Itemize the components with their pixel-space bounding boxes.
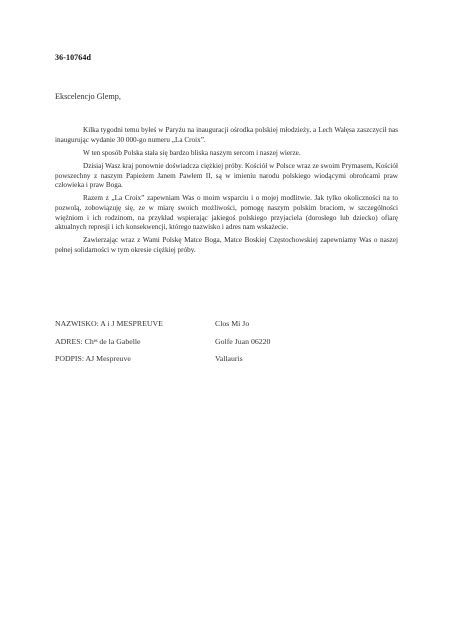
paragraph-1: Kilka tygodni temu byłeś w Paryżu na inauguracji ośrodka polskiej młodzieży, a Lech Wałęsa zaszczycił nas inaugurując wydanie 30 000-go numeru „La Croix”. — [55, 126, 398, 144]
name-label: NAZWISKO: A i J MESPREUVE — [55, 319, 163, 328]
signature-value: Vallauris — [215, 354, 243, 363]
letter-body — [55, 126, 398, 259]
signature-row-name — [55, 319, 250, 328]
paragraph-5: Zawierzając wraz z Wami Polskę Matce Boga, Matce Boskiej Częstochowskiej zapewniamy Was o naszej pełnej solidarności w tym okresie ciężkiej próby. — [55, 236, 398, 254]
salutation: Ekscelencjo Glemp, — [55, 92, 121, 101]
signature-row-address — [55, 337, 271, 346]
signature-label: PODPIS: AJ Mespreuve — [55, 354, 131, 363]
address-value: Golfe Juan 06220 — [215, 337, 271, 346]
paragraph-3: Dzisiaj Wasz kraj ponownie doświadcza ciężkiej próby. Kościół w Polsce wraz ze swoim Prymasem, Kościół powszechny z naszym Papieżem Janem Pawłem II, są w imieniu narodu polskiego wiodącymi obrońcami praw człowieka i praw Boga. — [55, 161, 398, 190]
signature-row-signature — [55, 354, 243, 363]
name-value: Clos Mi Jo — [215, 319, 250, 328]
document-id: 36-10764d — [55, 53, 92, 62]
paragraph-4: Razem z „La Croix” zapewniam Was o moim wsparciu i o mojej modlitwie. Jak tylko okoliczności na to pozwolą, zobowiązuję się, ze w miarę swoich możliwości, pomogę naszym polskim braciom, w szczególności więźniom i ich rodzinom, na przykład wspierając jakiegoś polskiego przyjaciela (dorosłego lub dziecko) ofiarę aktualnych represji i ich konsekwencji, którego nazwisko i adres nam wskażecie. — [55, 194, 398, 232]
address-label: ADRES: Chᵉˢ de la Gabelle — [55, 337, 141, 346]
paragraph-2: W ten sposób Polska stała się bardzo bliska naszym sercom i naszej wierze. — [83, 148, 301, 157]
